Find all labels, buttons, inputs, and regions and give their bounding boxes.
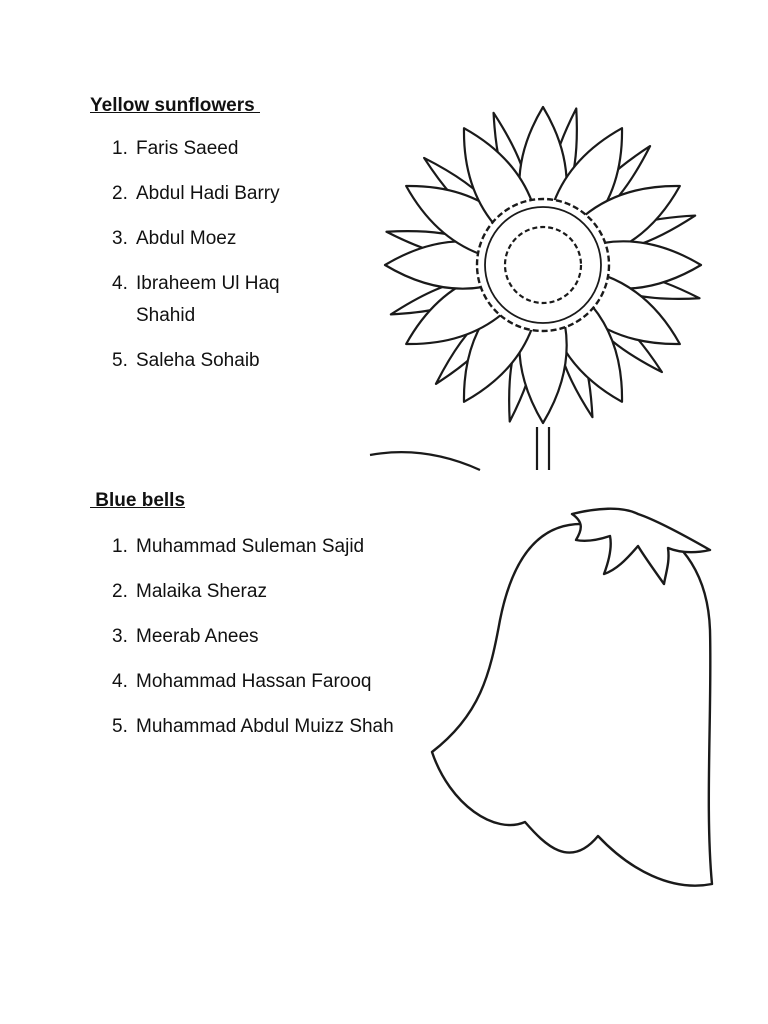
list-item-name: Muhammad Abdul Muizz Shah <box>136 716 394 737</box>
list-item-number: 3. <box>112 626 128 647</box>
list-item <box>112 666 406 698</box>
list-item-name: Mohammad Hassan Farooq <box>136 671 372 692</box>
list-item-number: 2. <box>112 581 128 602</box>
list-item-name: Ibraheem Ul Haq Shahid <box>136 273 280 326</box>
list-item-name: Saleha Sohaib <box>136 350 260 371</box>
list-item <box>112 531 406 563</box>
list-item-number: 5. <box>112 716 128 737</box>
list-item <box>112 133 316 165</box>
sunflower-drawing <box>355 95 735 475</box>
sunflower-center <box>477 199 609 331</box>
list-item-name: Abdul Hadi Barry <box>136 183 280 204</box>
list-item-name: Abdul Moez <box>136 228 237 249</box>
list-item-number: 5. <box>112 350 128 371</box>
list-item <box>112 711 406 743</box>
section-title-bluebells: Blue bells <box>90 490 186 511</box>
list-item <box>112 178 316 210</box>
list-item-number: 1. <box>112 536 128 557</box>
section-title-sunflowers: Yellow sunflowers <box>90 95 260 116</box>
list-item-name: Malaika Sheraz <box>136 581 267 602</box>
list-item <box>112 223 316 255</box>
list-item <box>112 268 316 332</box>
list-item <box>112 576 406 608</box>
list-item-name: Muhammad Suleman Sajid <box>136 536 365 557</box>
bluebells-name-list <box>112 531 406 756</box>
list-item-number: 1. <box>112 138 128 159</box>
list-item-name: Meerab Anees <box>136 626 259 647</box>
list-item-number: 3. <box>112 228 128 249</box>
list-item-name: Faris Saeed <box>136 138 239 159</box>
list-item <box>112 345 316 377</box>
sunflowers-name-list <box>112 133 316 390</box>
sunflower-stem <box>370 427 549 470</box>
list-item-number: 2. <box>112 183 128 204</box>
list-item-number: 4. <box>112 671 128 692</box>
list-item <box>112 621 406 653</box>
bluebell-bell-outline <box>432 523 712 886</box>
list-item-number: 4. <box>112 273 128 294</box>
bluebell-drawing <box>420 500 730 900</box>
